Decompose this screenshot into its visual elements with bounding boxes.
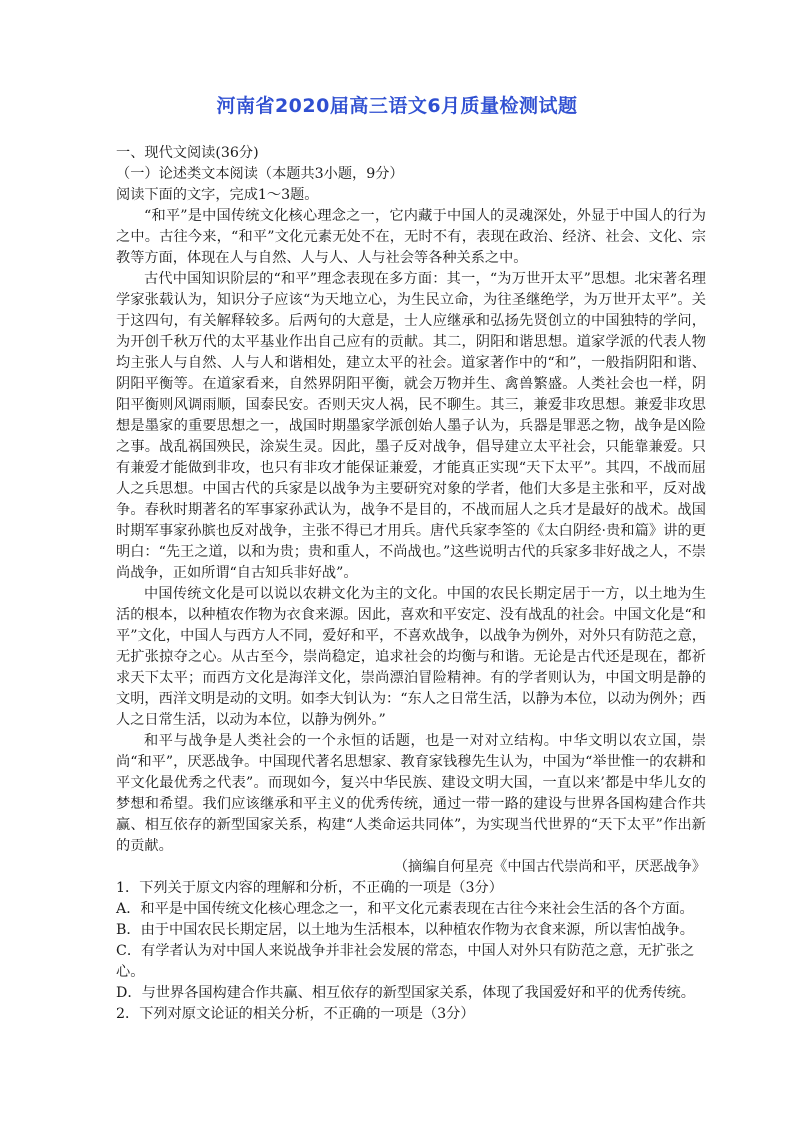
subsection-heading: （一）论述类文本阅读（本题共3小题，9分） <box>116 166 404 182</box>
question-1: 1．下列关于原文内容的理解和分析，不正确的一项是（3分） <box>116 880 503 896</box>
paragraph-1: “和平”是中国传统文化核心理念之一，它内藏于中国人的灵魂深处，外显于中国人的行为之中。古往今来，“和平”文化元素无处不在，无时不有，表现在政治、经济、社会、文化、宗教等方面，体现在人与自然、人与人、人与社会等各种关系之中。 <box>116 208 706 266</box>
question-2: 2．下列对原文论证的相关分析，不正确的一项是（3分） <box>116 1006 475 1022</box>
option-d: D．与世界各国构建合作共赢、相互依存的新型国家关系，体现了我国爱好和平的优秀传统。 <box>116 985 695 1001</box>
option-a: A．和平是中国传统文化核心理念之一，和平文化元素表现在古往今来社会生活的各个方面。 <box>116 901 694 917</box>
option-b: B．由于中国农民长期定居，以土地为生活根本，以种植农作物为衣食来源，所以害怕战争。 <box>116 922 694 938</box>
document-body <box>116 143 706 1025</box>
paragraph-3: 中国传统文化是可以说以农耕文化为主的文化。中国的农民长期定居于一方，以土地为生活的根本，以种植农作物为衣食来源。因此，喜欢和平安定、没有战乱的社会。中国文化是“和平”文化，中国人与西方人不同，爱好和平，不喜欢战争，以战争为例外，对外只有防范之意，无扩张掠夺之心。从古至今，崇尚稳定，追求社会的均衡与和谐。无论是古代还是现在，都祈求天下太平；而西方文化是海洋文化，崇尚漂泊冒险精神。有的学者则认为，中国文明是静的文明，西洋文明是动的文明。如李大钊认为：“东人之日常生活，以静为本位，以动为例外；西人之日常生活，以动为本位，以静为例外。” <box>116 586 706 728</box>
paragraph-4: 和平与战争是人类社会的一个永恒的话题，也是一对对立结构。中华文明以农立国，崇尚“和平”，厌恶战争。中国现代著名思想家、教育家钱穆先生认为，中国为“举世惟一的农耕和平文化最优秀之代表”。而现如今，复兴中华民族、建设文明大国，一直以来’都是中华儿女的梦想和希望。我们应该继承和平主义的优秀传统，通过一带一路的建设与世界各国构建合作共赢、相互依存的新型国家关系，构建“人类命运共同体”，为实现当代世界的“天下太平”作出新的贡献。 <box>116 733 706 854</box>
paragraph-2: 古代中国知识阶层的“和平”理念表现在多方面：其一，“为万世开太平”思想。北宋著名理学家张载认为，知识分子应该“为天地立心，为生民立命，为往圣继绝学，为万世开太平”。关于这四句，有关解释较多。后两句的大意是，士人应继承和弘扬先贤创立的中国独特的学问，为开创千秋万代的太平基业作出自己应有的贡献。其二，阴阳和谐思想。道家学派的代表人物均主张人与自然、人与人和谐相处，建立太平的社会。道家著作中的“和”，一般指阴阳和谐、阴阳平衡等。在道家看来，自然界阴阳平衡，就会万物并生、禽兽繁盛。人类社会也一样，阴阳平衡则风调雨顺，国泰民安。否则天灾人祸，民不聊生。其三，兼爱非攻思想。兼爱非攻思想是墨家的重要思想之一，战国时期墨家学派创始人墨子认为，兵器是罪恶之物，战争是凶险之事。战乱祸国殃民，涂炭生灵。因此，墨子反对战争，倡导建立太平社会，只能靠兼爱。只有兼爱才能做到非攻，也只有非攻才能保证兼爱，才能真正实现“天下太平”。其四，不战而屈人之兵思想。中国古代的兵家是以战争为主要研究对象的学者，他们大多是主张和平，反对战争。春秋时期著名的军事家孙武认为，战争不是目的，不战而屈人之兵才是最好的战术。战国时期军事家孙膑也反对战争，主张不得已才用兵。唐代兵家李筌的《太白阴经·贵和篇》讲的更明白：“先王之道，以和为贵；贵和重人，不尚战也。”这些说明古代的兵家多非好战之人，不崇尚战争，正如所谓“自古知兵非好战”。 <box>116 271 706 581</box>
source-citation: （摘编自何星亮《中国古代崇尚和平，厌恶战争》 <box>393 859 706 875</box>
section-heading: 一、现代文阅读(36分) <box>116 145 259 161</box>
option-c: C．有学者认为对中国人来说战争并非社会发展的常态，中国人对外只有防范之意，无扩张之心。 <box>116 943 695 980</box>
reading-instruction: 阅读下面的文字，完成1～3题。 <box>116 187 319 203</box>
document-title: 河南省2020届高三语文6月质量检测试题 <box>216 95 578 117</box>
